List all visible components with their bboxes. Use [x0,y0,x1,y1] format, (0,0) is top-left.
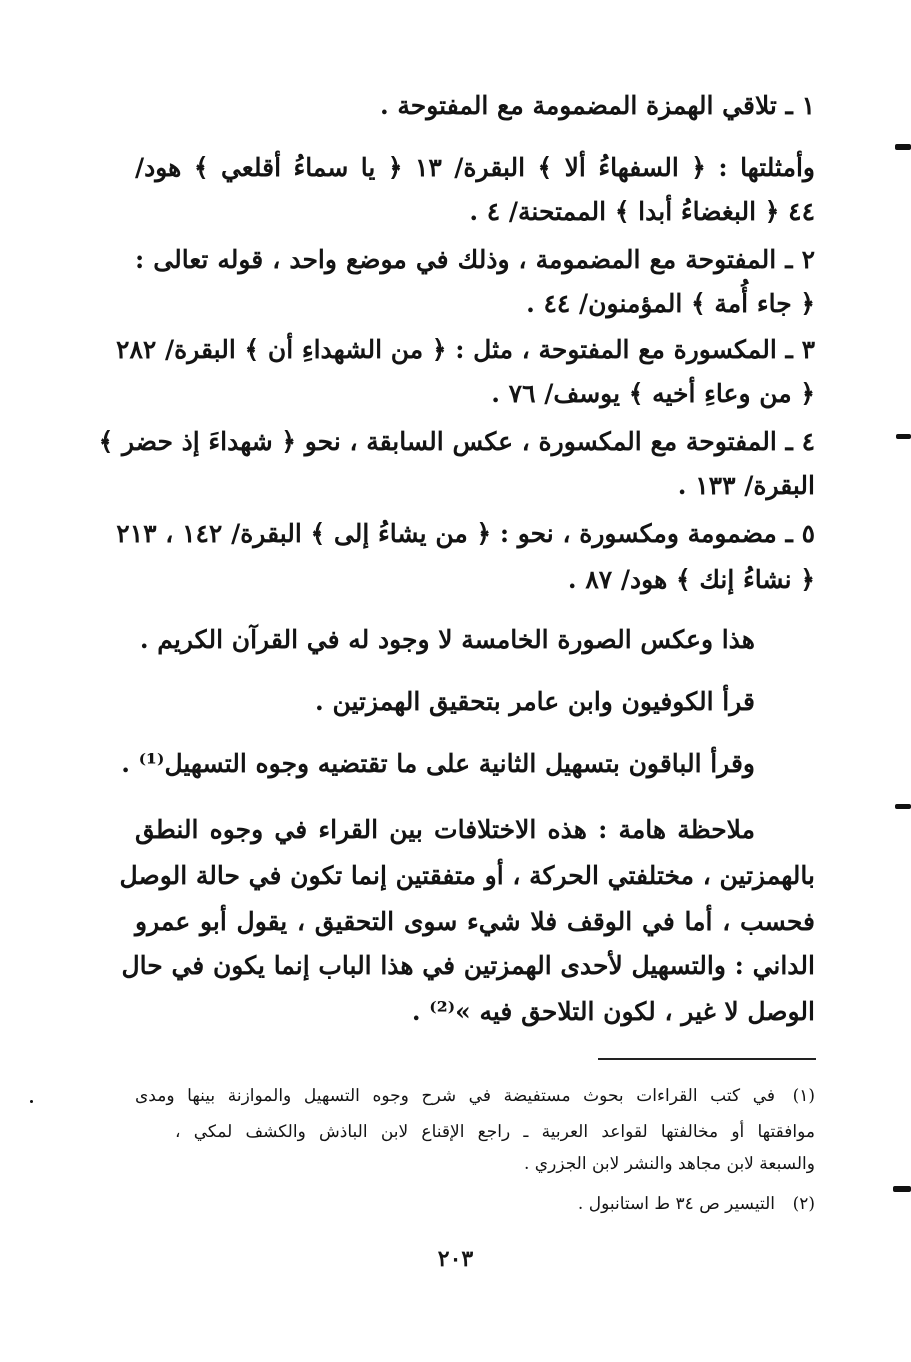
footnote-line [135,1082,815,1110]
text-line: فحسب ، أما في الوقف فلا شيء سوى التحقيق ، يقول أبو عمرو [135,907,815,936]
footnote-number: (٢) [792,1194,815,1214]
footnote-separator [598,1058,816,1060]
scan-mark [893,1186,911,1192]
text-line: ٥ ـ مضمومة ومكسورة ، نحو : ﴿ من يشاءُ إلى ﴾ البقرة/ ١٤٢ ، ٢١٣ [116,519,815,548]
footnote-number: (١) [792,1086,815,1106]
text-line: ﴿ من وعاءِ أخيه ﴾ يوسف/ ٧٦ . [491,379,815,408]
text-line: ﴿ نشاءُ إنك ﴾ هود/ ٨٧ . [567,565,815,594]
text-line: هذا وعكس الصورة الخامسة لا وجود له في القرآن الكريم . [139,625,755,654]
scan-mark [895,144,911,150]
text-line: البقرة/ ١٣٣ . [677,471,815,500]
scan-mark [896,434,911,439]
footnote-text: التيسير ص ٣٤ ط استانبول . [577,1194,775,1214]
text-line: ملاحظة هامة : هذه الاختلافات بين القراء في وجوه النطق [135,815,755,844]
page-number: ٢٠٣ [437,1246,474,1272]
text-line: ١ ـ تلاقي الهمزة المضمومة مع المفتوحة . [379,91,815,120]
footnote-line [135,1190,815,1218]
text-line: وأمثلتها : ﴿ السفهاءُ ألا ﴾ البقرة/ ١٣ ﴿ يا سماءُ أقلعي ﴾ هود/ [135,153,815,182]
scan-mark [895,804,911,809]
footnote-line: والسبعة لابن مجاهد والنشر لابن الجزري . [524,1154,815,1174]
text-line: ٤٤ ﴿ البغضاءُ أبدا ﴾ الممتحنة/ ٤ . [469,197,815,226]
text-line: بالهمزتين ، مختلفتي الحركة ، أو متفقتين إنما تكون في حالة الوصل [119,861,815,890]
text-line: الداني : والتسهيل لأحدى الهمزتين في هذا الباب إنما يكون في حال [121,951,815,980]
text-line: ٣ ـ المكسورة مع المفتوحة ، مثل : ﴿ من الشهداءِ أن ﴾ البقرة/ ٢٨٢ [116,335,815,364]
text-line: الوصل لا غير ، لكون التلاحق فيه »⁽²⁾ . [411,997,815,1026]
text-line: ٢ ـ المفتوحة مع المضمومة ، وذلك في موضع واحد ، قوله تعالى : [135,245,815,274]
text-line: وقرأ الباقون بتسهيل الثانية على ما تقتضيه وجوه التسهيل⁽¹⁾ . [121,749,755,778]
footnote-line: موافقتها أو مخالفتها لقواعد العربية ـ راجع الإقناع لابن الباذش والكشف لمكي ، [175,1122,815,1142]
footnote-text: في كتب القراءات بحوث مستفيضة في شرح وجوه التسهيل والموازنة بينها ومدى [135,1086,775,1106]
text-line: ٤ ـ المفتوحة مع المكسورة ، عكس السابقة ، نحو ﴿ شهداءَ إذ حضر ﴾ [98,427,815,456]
text-line: قرأ الكوفيون وابن عامر بتحقيق الهمزتين . [315,687,755,716]
text-line: ﴿ جاء أُمة ﴾ المؤمنون/ ٤٤ . [526,289,815,318]
scan-mark [30,1100,33,1103]
